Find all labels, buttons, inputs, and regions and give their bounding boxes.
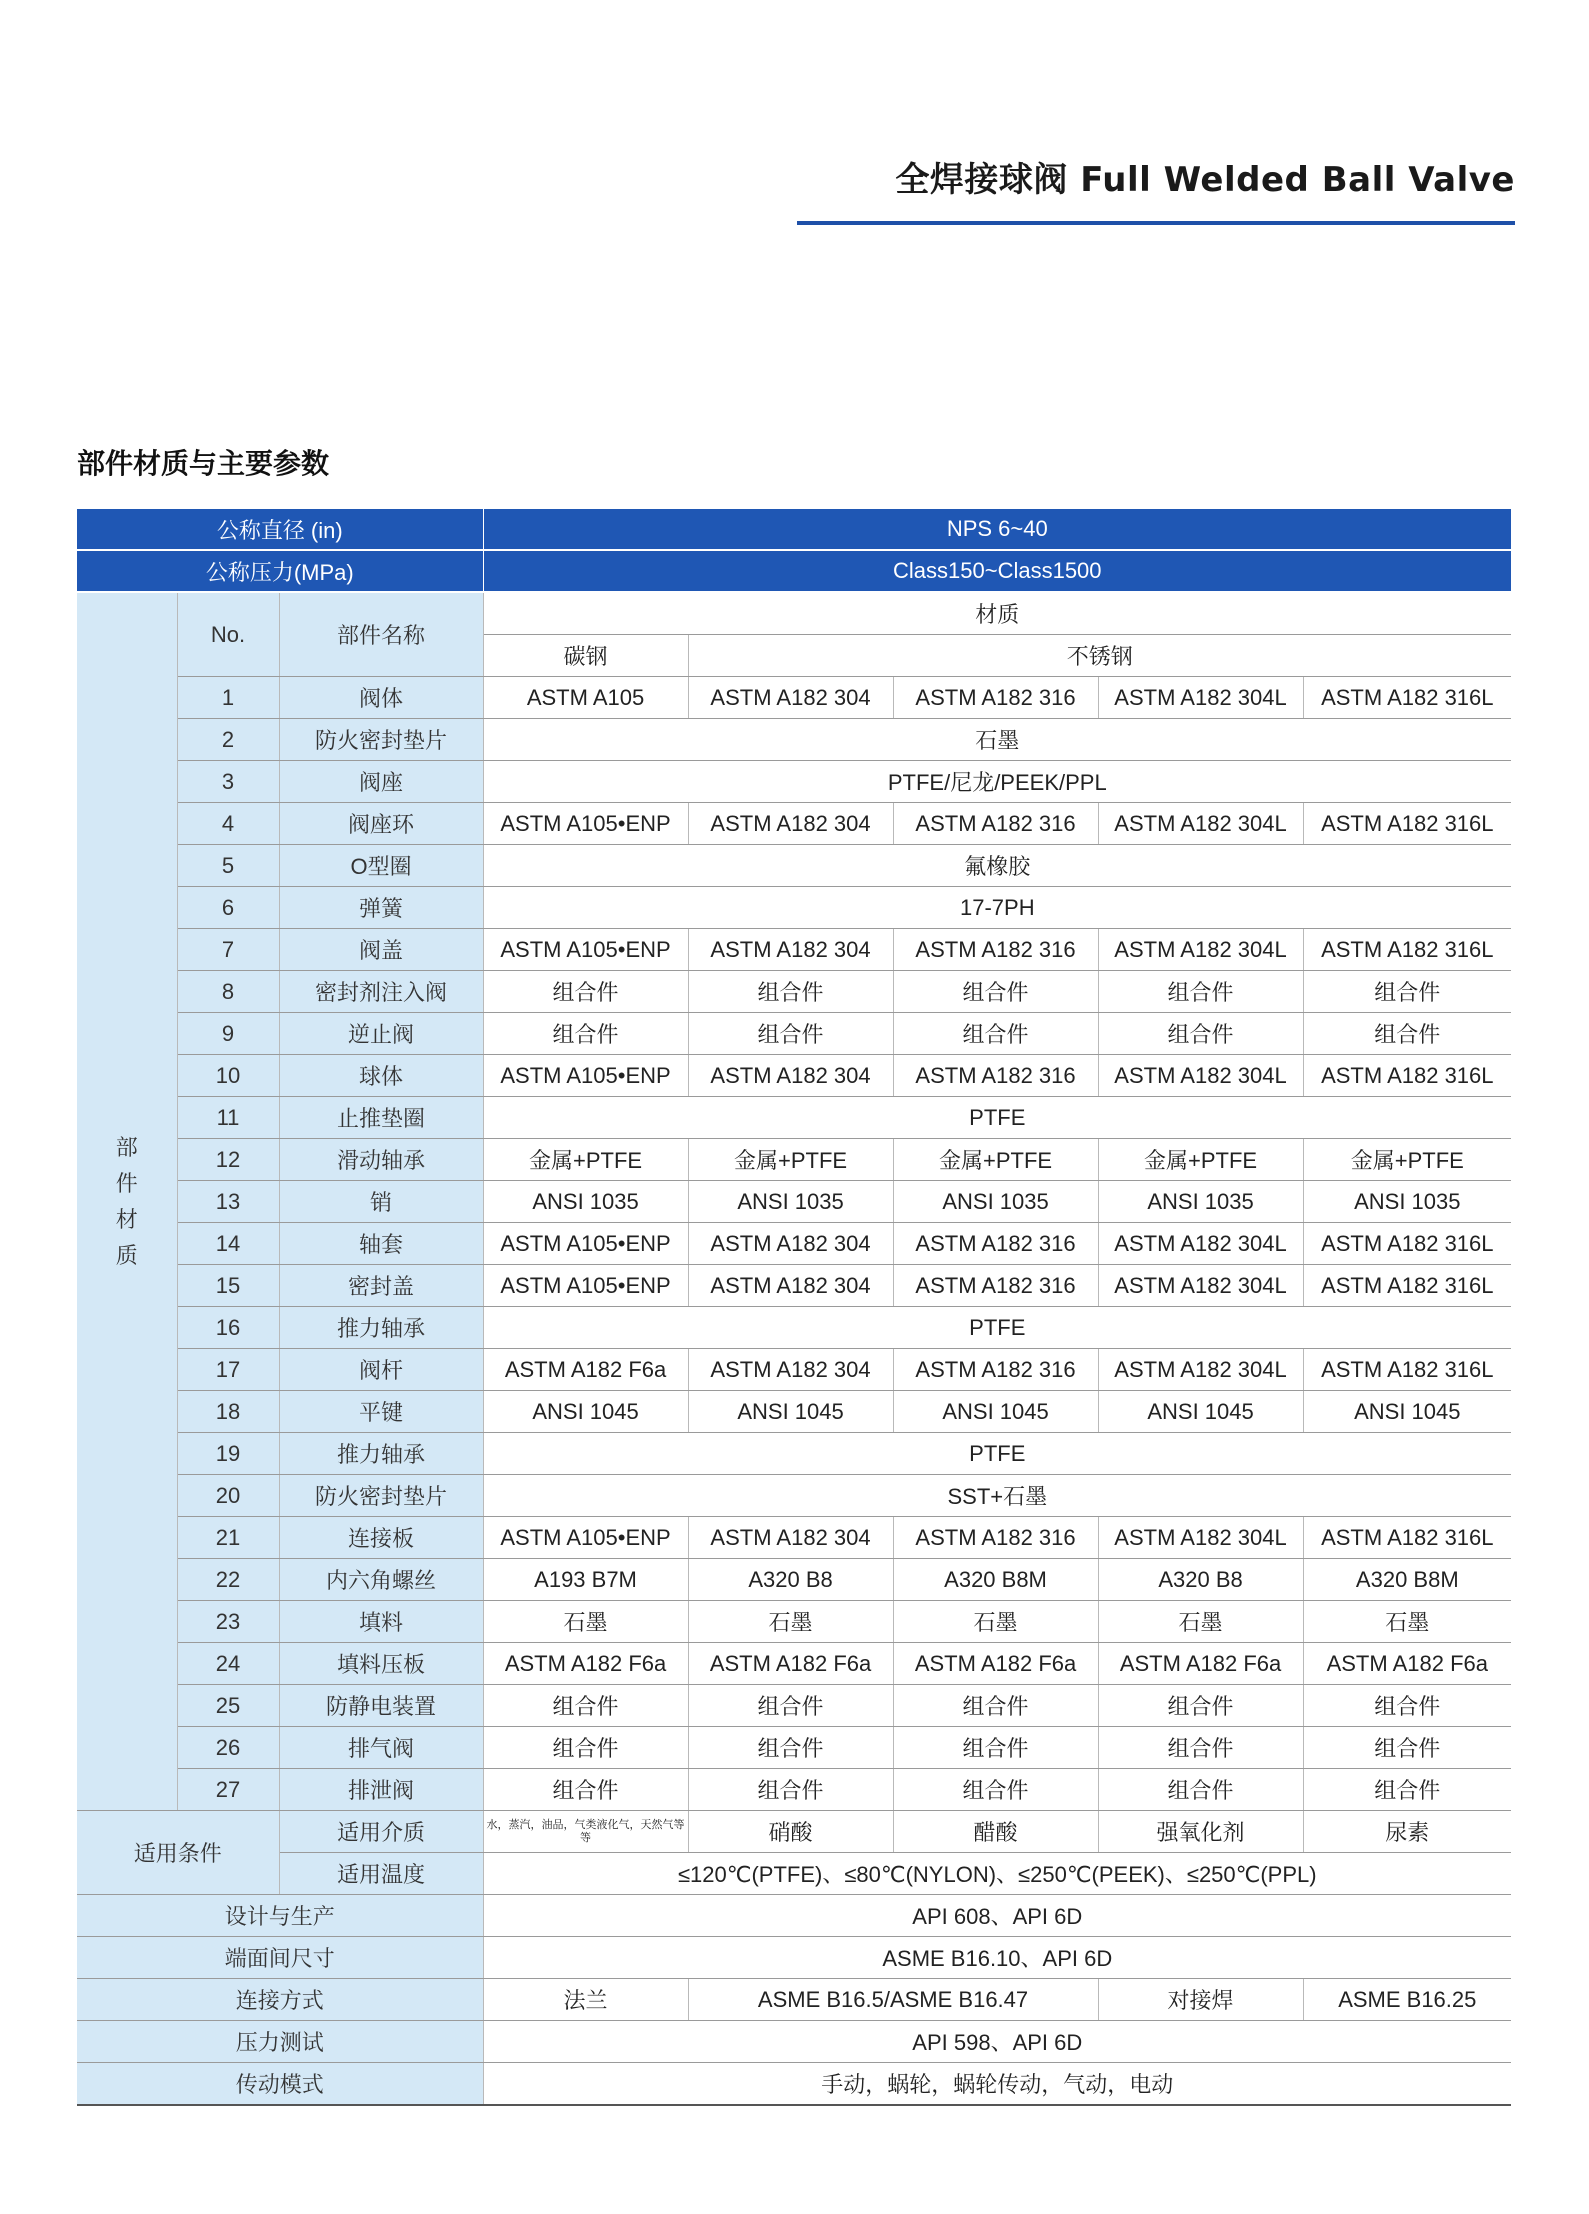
material-value: 组合件 bbox=[688, 971, 893, 1013]
material-value: ASTM A182 304 bbox=[688, 1517, 893, 1559]
material-value: 金属+PTFE bbox=[1303, 1139, 1511, 1181]
material-value: 组合件 bbox=[893, 1769, 1098, 1811]
material-value: 金属+PTFE bbox=[688, 1139, 893, 1181]
pressure-test-label: 压力测试 bbox=[77, 2021, 483, 2063]
material-value: ASTM A182 F6a bbox=[688, 1643, 893, 1685]
material-value: ASTM A105•ENP bbox=[483, 1223, 688, 1265]
material-value: 组合件 bbox=[1098, 1727, 1303, 1769]
part-row bbox=[77, 719, 1511, 761]
part-row bbox=[77, 887, 1511, 929]
part-row bbox=[77, 1223, 1511, 1265]
part-name: 推力轴承 bbox=[279, 1433, 483, 1475]
material-value: ASTM A182 316L bbox=[1303, 1223, 1511, 1265]
part-name: 销 bbox=[279, 1181, 483, 1223]
material-value: ASTM A182 316 bbox=[893, 1517, 1098, 1559]
part-row bbox=[77, 1307, 1511, 1349]
part-name: 阀杆 bbox=[279, 1349, 483, 1391]
part-no: 22 bbox=[177, 1559, 279, 1601]
medium-row bbox=[77, 1811, 1511, 1853]
material-value: ASTM A182 F6a bbox=[483, 1349, 688, 1391]
medium-value: 强氧化剂 bbox=[1098, 1811, 1303, 1853]
material-value: ASTM A105•ENP bbox=[483, 1055, 688, 1097]
material-value: ASTM A182 304L bbox=[1098, 803, 1303, 845]
material-value: ASTM A182 304 bbox=[688, 1349, 893, 1391]
face-to-face-value: ASME B16.10、API 6D bbox=[483, 1937, 1511, 1979]
material-value: ASTM A182 304 bbox=[688, 1223, 893, 1265]
part-no: 21 bbox=[177, 1517, 279, 1559]
material-value: ASTM A182 304L bbox=[1098, 677, 1303, 719]
material-value: 石墨 bbox=[893, 1601, 1098, 1643]
material-value: ANSI 1035 bbox=[688, 1181, 893, 1223]
part-name: 防火密封垫片 bbox=[279, 1475, 483, 1517]
part-no: 9 bbox=[177, 1013, 279, 1055]
material-value: ASTM A182 316L bbox=[1303, 1265, 1511, 1307]
pressure-test-value: API 598、API 6D bbox=[483, 2021, 1511, 2063]
material-value: ASTM A182 304L bbox=[1098, 1055, 1303, 1097]
part-no: 27 bbox=[177, 1769, 279, 1811]
part-no: 10 bbox=[177, 1055, 279, 1097]
nominal-diameter-row bbox=[77, 509, 1511, 550]
part-no: 23 bbox=[177, 1601, 279, 1643]
material-value: ASTM A182 304 bbox=[688, 803, 893, 845]
material-value: SST+石墨 bbox=[483, 1475, 1511, 1517]
material-value: ASTM A182 316L bbox=[1303, 1055, 1511, 1097]
material-value: ASTM A105•ENP bbox=[483, 1517, 688, 1559]
connection-weld-standard: ASME B16.25 bbox=[1303, 1979, 1511, 2021]
material-value: PTFE bbox=[483, 1433, 1511, 1475]
material-value: 组合件 bbox=[1303, 1013, 1511, 1055]
medium-value: 水，蒸汽，油品，气类液化气，天然气等等 bbox=[483, 1811, 688, 1853]
material-value: 组合件 bbox=[688, 1685, 893, 1727]
material-value: ASTM A182 F6a bbox=[1303, 1643, 1511, 1685]
part-row bbox=[77, 1475, 1511, 1517]
part-no: 5 bbox=[177, 845, 279, 887]
part-name: 排气阀 bbox=[279, 1727, 483, 1769]
part-name: 填料压板 bbox=[279, 1643, 483, 1685]
part-name: 止推垫圈 bbox=[279, 1097, 483, 1139]
material-value: 组合件 bbox=[688, 1769, 893, 1811]
part-row bbox=[77, 1685, 1511, 1727]
material-value: ASTM A182 F6a bbox=[893, 1643, 1098, 1685]
part-row bbox=[77, 1643, 1511, 1685]
drive-label: 传动模式 bbox=[77, 2063, 483, 2106]
material-value: 组合件 bbox=[1098, 971, 1303, 1013]
part-name: 连接板 bbox=[279, 1517, 483, 1559]
medium-value: 醋酸 bbox=[893, 1811, 1098, 1853]
part-name: 平键 bbox=[279, 1391, 483, 1433]
material-value: ASTM A182 316L bbox=[1303, 1517, 1511, 1559]
material-value: ASTM A182 304L bbox=[1098, 1223, 1303, 1265]
material-value: PTFE/尼龙/PEEK/PPL bbox=[483, 761, 1511, 803]
material-value: ASTM A182 304L bbox=[1098, 1349, 1303, 1391]
pressure-test-row bbox=[77, 2021, 1511, 2063]
connection-weld: 对接焊 bbox=[1098, 1979, 1303, 2021]
material-value: 石墨 bbox=[483, 719, 1511, 761]
material-value: 组合件 bbox=[893, 1013, 1098, 1055]
material-value: 组合件 bbox=[483, 1727, 688, 1769]
part-no: 26 bbox=[177, 1727, 279, 1769]
material-value: ASTM A182 316 bbox=[893, 929, 1098, 971]
material-value: ASTM A182 F6a bbox=[1098, 1643, 1303, 1685]
part-no: 7 bbox=[177, 929, 279, 971]
design-label: 设计与生产 bbox=[77, 1895, 483, 1937]
material-value: ASTM A182 316 bbox=[893, 1223, 1098, 1265]
material-value: ANSI 1035 bbox=[1098, 1181, 1303, 1223]
material-header: 材质 bbox=[483, 592, 1511, 635]
materials-header-row bbox=[77, 592, 1511, 635]
design-value: API 608、API 6D bbox=[483, 1895, 1511, 1937]
material-value: 石墨 bbox=[1303, 1601, 1511, 1643]
part-no: 19 bbox=[177, 1433, 279, 1475]
material-value: ASTM A182 316 bbox=[893, 1265, 1098, 1307]
material-value: 组合件 bbox=[483, 1769, 688, 1811]
material-value: 组合件 bbox=[1303, 971, 1511, 1013]
material-value: 金属+PTFE bbox=[893, 1139, 1098, 1181]
temperature-row bbox=[77, 1853, 1511, 1895]
material-value: ANSI 1035 bbox=[483, 1181, 688, 1223]
material-value: ASTM A182 316 bbox=[893, 1055, 1098, 1097]
part-name: 阀盖 bbox=[279, 929, 483, 971]
part-row bbox=[77, 761, 1511, 803]
material-value: ASTM A182 304L bbox=[1098, 1265, 1303, 1307]
part-name: 阀座 bbox=[279, 761, 483, 803]
part-name: 球体 bbox=[279, 1055, 483, 1097]
section-title: 部件材质与主要参数 bbox=[77, 447, 330, 480]
material-value: ASTM A182 316L bbox=[1303, 803, 1511, 845]
part-name: 排泄阀 bbox=[279, 1769, 483, 1811]
medium-label: 适用介质 bbox=[279, 1811, 483, 1853]
temperature-value: ≤120℃(PTFE)、≤80℃(NYLON)、≤250℃(PEEK)、≤250℃(PPL) bbox=[483, 1853, 1511, 1895]
part-no: 25 bbox=[177, 1685, 279, 1727]
part-no: 8 bbox=[177, 971, 279, 1013]
material-value: 17-7PH bbox=[483, 887, 1511, 929]
part-no: 20 bbox=[177, 1475, 279, 1517]
material-value: ANSI 1035 bbox=[893, 1181, 1098, 1223]
connection-flange-standard: ASME B16.5/ASME B16.47 bbox=[688, 1979, 1098, 2021]
material-value: ANSI 1035 bbox=[1303, 1181, 1511, 1223]
part-name: 轴套 bbox=[279, 1223, 483, 1265]
stainless-steel-header: 不锈钢 bbox=[688, 635, 1511, 677]
medium-value: 硝酸 bbox=[688, 1811, 893, 1853]
material-value: ASTM A182 316L bbox=[1303, 677, 1511, 719]
material-value: 组合件 bbox=[1303, 1727, 1511, 1769]
material-value: PTFE bbox=[483, 1307, 1511, 1349]
material-value: ANSI 1045 bbox=[1098, 1391, 1303, 1433]
material-value: ASTM A182 316L bbox=[1303, 1349, 1511, 1391]
material-value: 组合件 bbox=[483, 1685, 688, 1727]
material-value: 组合件 bbox=[1098, 1013, 1303, 1055]
part-row bbox=[77, 1559, 1511, 1601]
part-name: 逆止阀 bbox=[279, 1013, 483, 1055]
part-row bbox=[77, 1769, 1511, 1811]
material-value: 组合件 bbox=[688, 1727, 893, 1769]
temperature-label: 适用温度 bbox=[279, 1853, 483, 1895]
part-row bbox=[77, 1601, 1511, 1643]
drive-row bbox=[77, 2063, 1511, 2106]
material-value: ASTM A105•ENP bbox=[483, 1265, 688, 1307]
part-name: 阀座环 bbox=[279, 803, 483, 845]
part-row bbox=[77, 1181, 1511, 1223]
drive-value: 手动，蜗轮，蜗轮传动，气动，电动 bbox=[483, 2063, 1511, 2106]
material-value: 组合件 bbox=[1098, 1685, 1303, 1727]
part-row bbox=[77, 845, 1511, 887]
material-value: 石墨 bbox=[483, 1601, 688, 1643]
part-row bbox=[77, 1013, 1511, 1055]
material-value: A193 B7M bbox=[483, 1559, 688, 1601]
material-value: ASTM A182 304 bbox=[688, 929, 893, 971]
part-no: 11 bbox=[177, 1097, 279, 1139]
design-row bbox=[77, 1895, 1511, 1937]
nominal-diameter-label: 公称直径 (in) bbox=[77, 509, 483, 550]
material-value: 石墨 bbox=[688, 1601, 893, 1643]
part-no: 16 bbox=[177, 1307, 279, 1349]
material-value: ASTM A182 304L bbox=[1098, 1517, 1303, 1559]
carbon-steel-header: 碳钢 bbox=[483, 635, 688, 677]
part-no: 13 bbox=[177, 1181, 279, 1223]
part-row bbox=[77, 1265, 1511, 1307]
material-value: 组合件 bbox=[1303, 1685, 1511, 1727]
material-value: ASTM A182 304 bbox=[688, 1265, 893, 1307]
material-value: ASTM A182 316L bbox=[1303, 929, 1511, 971]
material-value: A320 B8M bbox=[1303, 1559, 1511, 1601]
material-value: 组合件 bbox=[893, 971, 1098, 1013]
part-name: 填料 bbox=[279, 1601, 483, 1643]
part-no: 24 bbox=[177, 1643, 279, 1685]
connection-row bbox=[77, 1979, 1511, 2021]
material-value: 组合件 bbox=[893, 1727, 1098, 1769]
face-to-face-row bbox=[77, 1937, 1511, 1979]
material-value: 组合件 bbox=[483, 1013, 688, 1055]
nominal-pressure-label: 公称压力(MPa) bbox=[77, 550, 483, 592]
part-row bbox=[77, 971, 1511, 1013]
part-row bbox=[77, 1139, 1511, 1181]
part-name: 密封盖 bbox=[279, 1265, 483, 1307]
materials-group-label: 部 件 材 质 bbox=[77, 592, 177, 1811]
material-value: ASTM A182 316 bbox=[893, 677, 1098, 719]
part-no: 2 bbox=[177, 719, 279, 761]
part-name: 密封剂注入阀 bbox=[279, 971, 483, 1013]
part-name-header: 部件名称 bbox=[279, 592, 483, 677]
part-no: 1 bbox=[177, 677, 279, 719]
part-no: 4 bbox=[177, 803, 279, 845]
part-no: 3 bbox=[177, 761, 279, 803]
part-name: 阀体 bbox=[279, 677, 483, 719]
nominal-pressure-value: Class150~Class1500 bbox=[483, 550, 1511, 592]
material-value: 组合件 bbox=[688, 1013, 893, 1055]
part-name: 防静电装置 bbox=[279, 1685, 483, 1727]
material-value: ANSI 1045 bbox=[483, 1391, 688, 1433]
nominal-pressure-row bbox=[77, 550, 1511, 592]
connection-flange: 法兰 bbox=[483, 1979, 688, 2021]
material-value: 组合件 bbox=[893, 1685, 1098, 1727]
nominal-diameter-value: NPS 6~40 bbox=[483, 509, 1511, 550]
part-name: 弹簧 bbox=[279, 887, 483, 929]
part-row bbox=[77, 1727, 1511, 1769]
material-value: 金属+PTFE bbox=[1098, 1139, 1303, 1181]
spec-table bbox=[77, 509, 1511, 2106]
material-value: ASTM A182 316 bbox=[893, 803, 1098, 845]
part-no: 15 bbox=[177, 1265, 279, 1307]
material-value: ASTM A182 304 bbox=[688, 677, 893, 719]
part-name: 推力轴承 bbox=[279, 1307, 483, 1349]
part-row bbox=[77, 803, 1511, 845]
material-value: 组合件 bbox=[483, 971, 688, 1013]
material-value: ANSI 1045 bbox=[688, 1391, 893, 1433]
part-name: 滑动轴承 bbox=[279, 1139, 483, 1181]
material-value: ANSI 1045 bbox=[893, 1391, 1098, 1433]
material-value: ASTM A182 304L bbox=[1098, 929, 1303, 971]
material-value: PTFE bbox=[483, 1097, 1511, 1139]
face-to-face-label: 端面间尺寸 bbox=[77, 1937, 483, 1979]
material-value: 组合件 bbox=[1303, 1769, 1511, 1811]
part-name: O型圈 bbox=[279, 845, 483, 887]
material-value: A320 B8 bbox=[1098, 1559, 1303, 1601]
part-no: 12 bbox=[177, 1139, 279, 1181]
no-header: No. bbox=[177, 592, 279, 677]
part-row bbox=[77, 1055, 1511, 1097]
material-value: ANSI 1045 bbox=[1303, 1391, 1511, 1433]
part-row bbox=[77, 1097, 1511, 1139]
material-value: A320 B8M bbox=[893, 1559, 1098, 1601]
part-name: 防火密封垫片 bbox=[279, 719, 483, 761]
part-row bbox=[77, 677, 1511, 719]
header-divider bbox=[797, 221, 1515, 225]
material-value: ASTM A182 304 bbox=[688, 1055, 893, 1097]
material-value: ASTM A182 F6a bbox=[483, 1643, 688, 1685]
material-value: ASTM A105•ENP bbox=[483, 803, 688, 845]
part-row bbox=[77, 1433, 1511, 1475]
part-no: 17 bbox=[177, 1349, 279, 1391]
material-value: ASTM A105•ENP bbox=[483, 929, 688, 971]
material-value: ASTM A105 bbox=[483, 677, 688, 719]
part-no: 14 bbox=[177, 1223, 279, 1265]
part-no: 6 bbox=[177, 887, 279, 929]
part-no: 18 bbox=[177, 1391, 279, 1433]
part-row bbox=[77, 929, 1511, 971]
part-row bbox=[77, 1391, 1511, 1433]
connection-label: 连接方式 bbox=[77, 1979, 483, 2021]
material-value: 组合件 bbox=[1098, 1769, 1303, 1811]
material-value: 氟橡胶 bbox=[483, 845, 1511, 887]
material-value: 金属+PTFE bbox=[483, 1139, 688, 1181]
material-value: 石墨 bbox=[1098, 1601, 1303, 1643]
material-value: A320 B8 bbox=[688, 1559, 893, 1601]
material-value: ASTM A182 316 bbox=[893, 1349, 1098, 1391]
page-title: 全焊接球阀 Full Welded Ball Valve bbox=[895, 160, 1515, 200]
conditions-label: 适用条件 bbox=[77, 1811, 279, 1895]
part-name: 内六角螺丝 bbox=[279, 1559, 483, 1601]
part-row bbox=[77, 1517, 1511, 1559]
medium-value: 尿素 bbox=[1303, 1811, 1511, 1853]
part-row bbox=[77, 1349, 1511, 1391]
